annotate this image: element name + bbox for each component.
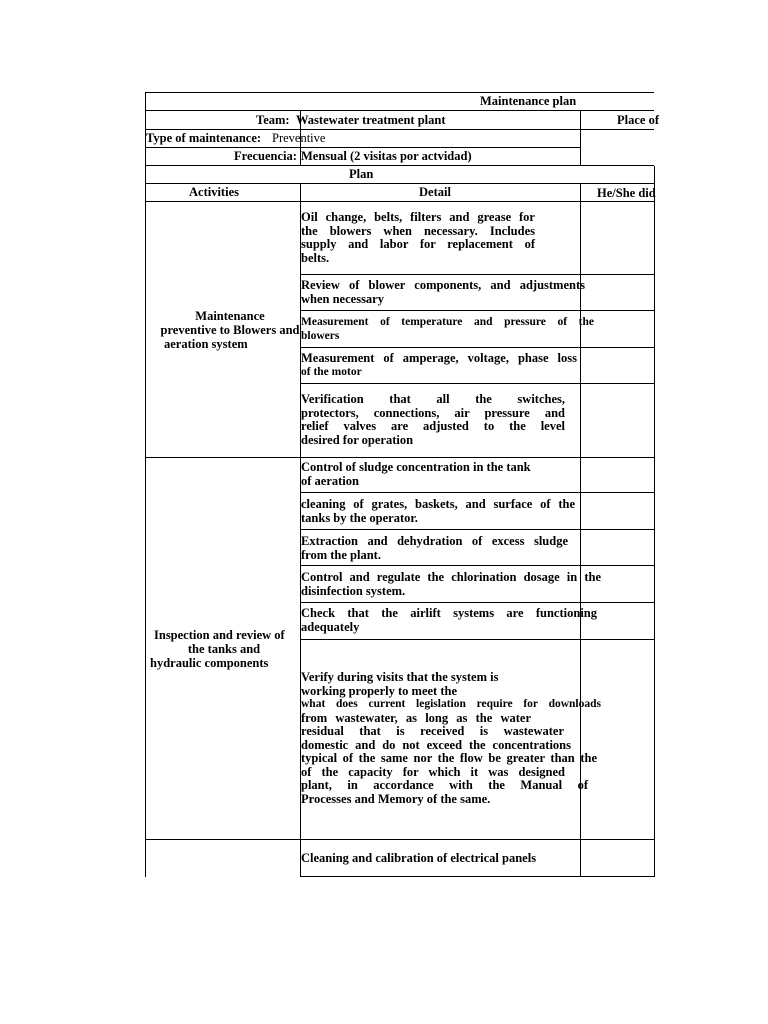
detail-line: Verify during visits that the system is: [301, 670, 499, 684]
team-label: Team:: [256, 113, 290, 127]
plan-label: Plan: [349, 167, 374, 181]
detail-line: domestic and do not exceed the concentrations: [301, 737, 571, 752]
detail-sludge-control: [301, 461, 571, 488]
detail-line: of aeration: [301, 473, 359, 488]
detail-line: Check that the airlift systems are functioning: [301, 606, 597, 620]
table-border-left: [145, 92, 146, 877]
detail-temperature-pressure: [301, 316, 594, 343]
detail-line: Verification that all the switches,: [301, 392, 565, 406]
detail-blower-review: [301, 279, 585, 306]
detail-verify-visits: [301, 671, 601, 806]
detail-line: of the capacity for which it was designed: [301, 764, 565, 779]
detail-line: protectors, connections, air pressure and: [301, 405, 565, 420]
row-line: [300, 347, 654, 348]
page-title: Maintenance plan: [480, 94, 577, 108]
activity-line: the tanks and: [187, 642, 261, 656]
activity-line: hydraulic components: [150, 656, 269, 670]
row-line: [300, 492, 654, 493]
row-line: [300, 602, 654, 603]
detail-line: from wastewater, as long as the water: [301, 710, 531, 725]
detail-line: when necessary: [301, 291, 384, 306]
row-line-group-2-end: [145, 839, 654, 840]
row-line: [300, 383, 654, 384]
detail-line: plant, in accordance with the Manual of: [301, 778, 588, 792]
place-label: Place of: [617, 113, 659, 127]
activity-line: Inspection and review of: [154, 628, 285, 642]
detail-amperage: [301, 352, 577, 379]
detail-line: typical of the same nor the flow be greater than the: [301, 751, 597, 765]
row-line-group-1-end: [145, 457, 654, 458]
done-column-left-border: [580, 111, 581, 166]
detail-line: disinfection system.: [301, 583, 406, 598]
activity-line: aeration system: [164, 337, 248, 351]
row-line-type: [145, 147, 580, 148]
row-line-plan: [145, 183, 654, 184]
detail-line: Review of blower components, and adjustments: [301, 278, 585, 292]
row-line: [300, 274, 654, 275]
detail-line: what does current legislation require for downloads: [301, 698, 601, 710]
detail-line: Cleaning and calibration of electrical panels: [301, 851, 537, 865]
detail-column-header: Detail: [419, 185, 451, 199]
maintenance-type-value: Preventive: [272, 131, 326, 145]
detail-line: tanks by the operator.: [301, 510, 418, 525]
detail-line: adequately: [301, 619, 360, 634]
table-border-right: [654, 166, 655, 877]
activity-line: preventive to Blowers and: [160, 323, 300, 337]
row-line: [300, 529, 654, 530]
detail-airlift: [301, 607, 597, 634]
frequency-value: Mensual (2 visitas por actvidad): [301, 149, 472, 163]
activity-line: Maintenance: [195, 309, 265, 323]
row-line-team: [145, 129, 654, 130]
detail-line: blowers: [301, 329, 340, 342]
detail-line: desired for operation: [301, 432, 414, 447]
detail-line: the blowers when necessary. Includes: [301, 223, 535, 238]
maintenance-type-label: Type of maintenance:: [146, 131, 262, 145]
detail-oil-change: [301, 211, 535, 265]
row-line: [300, 565, 654, 566]
row-line-bottom: [300, 876, 654, 877]
detail-line: supply and labor for replacement of: [301, 237, 535, 251]
detail-line: Extraction and dehydration of excess sludge: [301, 534, 568, 548]
row-line-frequency: [145, 165, 654, 166]
row-line-title: [145, 110, 654, 111]
done-column-header: He/She did: [597, 186, 656, 200]
detail-cleaning-grates: [301, 498, 575, 525]
detail-electrical-panels: [301, 852, 536, 866]
detail-line: cleaning of grates, baskets, and surface of the: [301, 497, 575, 511]
detail-line: relief valves are adjusted to the level: [301, 419, 565, 433]
activity-blowers: [150, 309, 310, 351]
row-line: [300, 639, 654, 640]
detail-line: Control and regulate the chlorination dosage in the: [301, 570, 601, 584]
detail-chlorination: [301, 571, 601, 598]
detail-line: residual that is received is wastewater: [301, 724, 564, 738]
team-value: Wastewater treatment plant: [296, 113, 446, 127]
row-line-headers: [145, 201, 654, 202]
activity-tanks-inspection: [148, 628, 300, 670]
detail-line: belts.: [301, 250, 330, 265]
detail-sludge-extraction: [301, 535, 568, 562]
detail-line: of the motor: [301, 365, 362, 378]
activities-column-header: Activities: [189, 185, 239, 199]
detail-line: Processes and Memory of the same.: [301, 791, 491, 806]
row-line-top: [145, 92, 654, 93]
frequency-label: Frecuencia:: [234, 149, 297, 163]
detail-verification: [301, 393, 565, 447]
detail-line: Measurement of amperage, voltage, phase loss: [301, 351, 577, 365]
detail-line: Measurement of temperature and pressure of the: [301, 316, 594, 328]
detail-line: from the plant.: [301, 547, 381, 562]
detail-line: working properly to meet the: [301, 683, 457, 698]
detail-line: Control of sludge concentration in the tank: [301, 460, 531, 474]
row-line: [300, 310, 654, 311]
detail-line: Oil change, belts, filters and grease for: [301, 210, 535, 224]
